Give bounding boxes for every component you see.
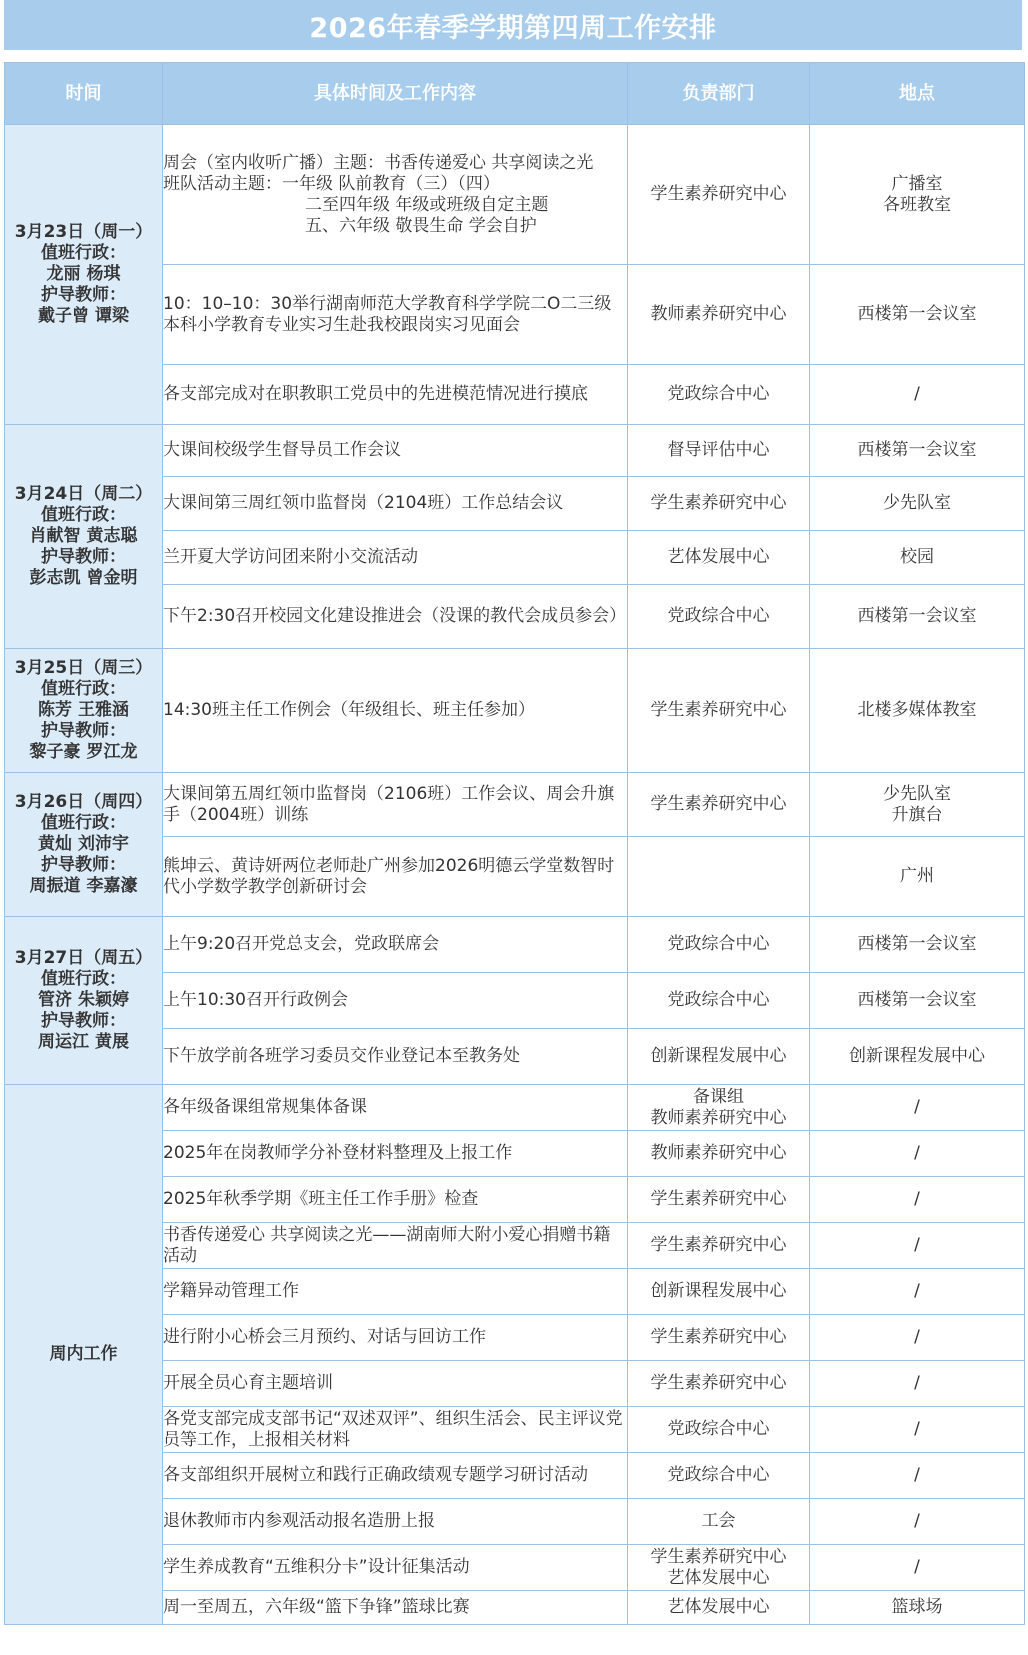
task-dept: 创新课程发展中心	[628, 1269, 810, 1315]
task-content: 周一至周五，六年级“篮下争锋”篮球比赛	[163, 1591, 628, 1625]
table-row	[5, 125, 1025, 265]
guard-label: 护导教师：	[41, 721, 126, 741]
task-dept: 工会	[628, 1499, 810, 1545]
task-dept: 艺体发展中心	[628, 531, 810, 585]
guard-label: 护导教师：	[41, 855, 126, 875]
dept-line: 学生素养研究中心	[650, 1546, 787, 1567]
task-location	[810, 773, 1025, 837]
location-line: 广播室	[891, 173, 943, 194]
task-content: 下午放学前各班学习委员交作业登记本至教务处	[163, 1029, 628, 1085]
task-content: 进行附小心桥会三月预约、对话与回访工作	[163, 1315, 628, 1361]
task-content	[163, 125, 628, 265]
duty-names: 龙丽 杨琪	[46, 264, 121, 284]
task-location: /	[810, 1223, 1025, 1269]
task-location: 篮球场	[810, 1591, 1025, 1625]
day-cell-thursday	[5, 773, 163, 917]
task-dept: 教师素养研究中心	[628, 1131, 810, 1177]
day-cell-friday	[5, 917, 163, 1085]
table-row	[5, 1085, 1025, 1131]
duty-names: 肖献智 黄志聪	[29, 526, 138, 546]
dept-line: 备课组	[693, 1086, 744, 1107]
day-date: 3月27日（周五）	[14, 948, 153, 968]
task-dept: 艺体发展中心	[628, 1591, 810, 1625]
weekly-label: 周内工作	[49, 1344, 118, 1364]
task-location: /	[810, 1545, 1025, 1591]
task-location	[810, 125, 1025, 265]
dept-line: 艺体发展中心	[667, 1567, 770, 1588]
task-content: 各支部完成对在职教职工党员中的先进模范情况进行摸底	[163, 365, 628, 425]
task-location: /	[810, 1177, 1025, 1223]
task-content: 退休教师市内参观活动报名造册上报	[163, 1499, 628, 1545]
task-line: 周会（室内收听广播）主题：书香传递爱心 共享阅读之光	[163, 152, 594, 173]
location-line: 各班教室	[883, 194, 951, 215]
day-date: 3月23日（周一）	[14, 222, 153, 242]
guard-names: 周运江 黄展	[38, 1032, 129, 1052]
header-location: 地点	[810, 63, 1025, 125]
duty-label: 值班行政：	[41, 813, 126, 833]
task-content: 书香传递爱心 共享阅读之光——湖南师大附小爱心捐赠书籍活动	[163, 1223, 628, 1269]
task-location: /	[810, 365, 1025, 425]
task-location: /	[810, 1269, 1025, 1315]
task-location: 创新课程发展中心	[810, 1029, 1025, 1085]
task-content: 开展全员心育主题培训	[163, 1361, 628, 1407]
task-location: 北楼多媒体教室	[810, 649, 1025, 773]
task-line: 五、六年级 敬畏生命 学会自护	[305, 215, 537, 236]
task-location: /	[810, 1085, 1025, 1131]
day-date: 3月24日（周二）	[14, 484, 153, 504]
task-location: 西楼第一会议室	[810, 265, 1025, 365]
task-dept: 学生素养研究中心	[628, 1361, 810, 1407]
task-content: 学籍异动管理工作	[163, 1269, 628, 1315]
task-content: 学生养成教育“五维积分卡”设计征集活动	[163, 1545, 628, 1591]
duty-label: 值班行政：	[41, 679, 126, 699]
task-dept: 学生素养研究中心	[628, 649, 810, 773]
guard-names: 彭志凯 曾金明	[29, 568, 138, 588]
task-dept	[628, 1085, 810, 1131]
guard-label: 护导教师：	[41, 1011, 126, 1031]
task-dept	[628, 837, 810, 917]
header-content: 具体时间及工作内容	[163, 63, 628, 125]
header-dept: 负责部门	[628, 63, 810, 125]
day-date: 3月25日（周三）	[14, 658, 153, 678]
guard-label: 护导教师：	[41, 285, 126, 305]
task-dept: 党政综合中心	[628, 1407, 810, 1453]
guard-label: 护导教师：	[41, 547, 126, 567]
task-location: /	[810, 1361, 1025, 1407]
duty-label: 值班行政：	[41, 243, 126, 263]
task-location: 西楼第一会议室	[810, 425, 1025, 477]
task-content: 各支部组织开展树立和践行正确政绩观专题学习研讨活动	[163, 1453, 628, 1499]
day-date: 3月26日（周四）	[14, 792, 153, 812]
task-dept: 学生素养研究中心	[628, 125, 810, 265]
task-location: /	[810, 1499, 1025, 1545]
task-content: 上午10:30召开行政例会	[163, 973, 628, 1029]
guard-names: 周振道 李嘉濠	[29, 876, 138, 896]
dept-line: 教师素养研究中心	[650, 1107, 787, 1128]
guard-names: 黎子豪 罗江龙	[29, 742, 138, 762]
task-dept: 党政综合中心	[628, 585, 810, 649]
task-location: 广州	[810, 837, 1025, 917]
task-location: 西楼第一会议室	[810, 973, 1025, 1029]
task-content: 各党支部完成支部书记“双述双评”、组织生活会、民主评议党员等工作，上报相关材料	[163, 1407, 628, 1453]
task-dept: 学生素养研究中心	[628, 1177, 810, 1223]
duty-names: 管济 朱颖婷	[38, 990, 129, 1010]
table-row	[5, 425, 1025, 477]
table-row	[5, 773, 1025, 837]
task-location: 西楼第一会议室	[810, 917, 1025, 973]
header-row	[5, 63, 1025, 125]
page-title: 2026年春季学期第四周工作安排	[4, 0, 1022, 50]
task-dept: 创新课程发展中心	[628, 1029, 810, 1085]
guard-names: 戴子曾 谭梁	[38, 306, 129, 326]
task-dept: 学生素养研究中心	[628, 1223, 810, 1269]
task-location: /	[810, 1453, 1025, 1499]
schedule-table	[4, 62, 1025, 1625]
task-content: 2025年在岗教师学分补登材料整理及上报工作	[163, 1131, 628, 1177]
task-content: 10：10–10：30举行湖南师范大学教育科学学院二O二三级本科小学教育专业实习生赴我校跟岗实习见面会	[163, 265, 628, 365]
location-line: 少先队室	[883, 783, 951, 804]
task-content: 兰开夏大学访问团来附小交流活动	[163, 531, 628, 585]
table-row	[5, 649, 1025, 773]
task-dept: 党政综合中心	[628, 365, 810, 425]
task-content: 熊坤云、黄诗妍两位老师赴广州参加2026明德云学堂数智时代小学数学教学创新研讨会	[163, 837, 628, 917]
task-location: 少先队室	[810, 477, 1025, 531]
duty-label: 值班行政：	[41, 969, 126, 989]
task-dept: 党政综合中心	[628, 917, 810, 973]
day-cell-monday	[5, 125, 163, 425]
task-dept: 督导评估中心	[628, 425, 810, 477]
task-content: 大课间第三周红领巾监督岗（2104班）工作总结会议	[163, 477, 628, 531]
task-content: 各年级备课组常规集体备课	[163, 1085, 628, 1131]
task-dept: 教师素养研究中心	[628, 265, 810, 365]
task-dept: 学生素养研究中心	[628, 773, 810, 837]
task-location: /	[810, 1407, 1025, 1453]
task-content: 下午2:30召开校园文化建设推进会（没课的教代会成员参会）	[163, 585, 628, 649]
duty-label: 值班行政：	[41, 505, 126, 525]
table-row	[5, 917, 1025, 973]
day-cell-tuesday	[5, 425, 163, 649]
duty-names: 陈芳 王雅涵	[38, 700, 129, 720]
task-dept: 学生素养研究中心	[628, 477, 810, 531]
task-location: /	[810, 1315, 1025, 1361]
task-content: 2025年秋季学期《班主任工作手册》检查	[163, 1177, 628, 1223]
task-content: 大课间第五周红领巾监督岗（2106班）工作会议、周会升旗手（2004班）训练	[163, 773, 628, 837]
task-dept: 党政综合中心	[628, 1453, 810, 1499]
task-content: 大课间校级学生督导员工作会议	[163, 425, 628, 477]
task-dept	[628, 1545, 810, 1591]
task-location: 西楼第一会议室	[810, 585, 1025, 649]
weekly-label-cell	[5, 1085, 163, 1625]
task-location: /	[810, 1131, 1025, 1177]
task-dept: 党政综合中心	[628, 973, 810, 1029]
duty-names: 黄灿 刘沛宇	[38, 834, 129, 854]
task-location: 校园	[810, 531, 1025, 585]
header-time: 时间	[5, 63, 163, 125]
task-content: 上午9:20召开党总支会，党政联席会	[163, 917, 628, 973]
task-content: 14:30班主任工作例会（年级组长、班主任参加）	[163, 649, 628, 773]
task-line: 二至四年级 年级或班级自定主题	[305, 194, 549, 215]
task-dept: 学生素养研究中心	[628, 1315, 810, 1361]
task-line: 班队活动主题：一年级 队前教育（三）（四）	[163, 173, 500, 194]
day-cell-wednesday	[5, 649, 163, 773]
location-line: 升旗台	[891, 804, 943, 825]
